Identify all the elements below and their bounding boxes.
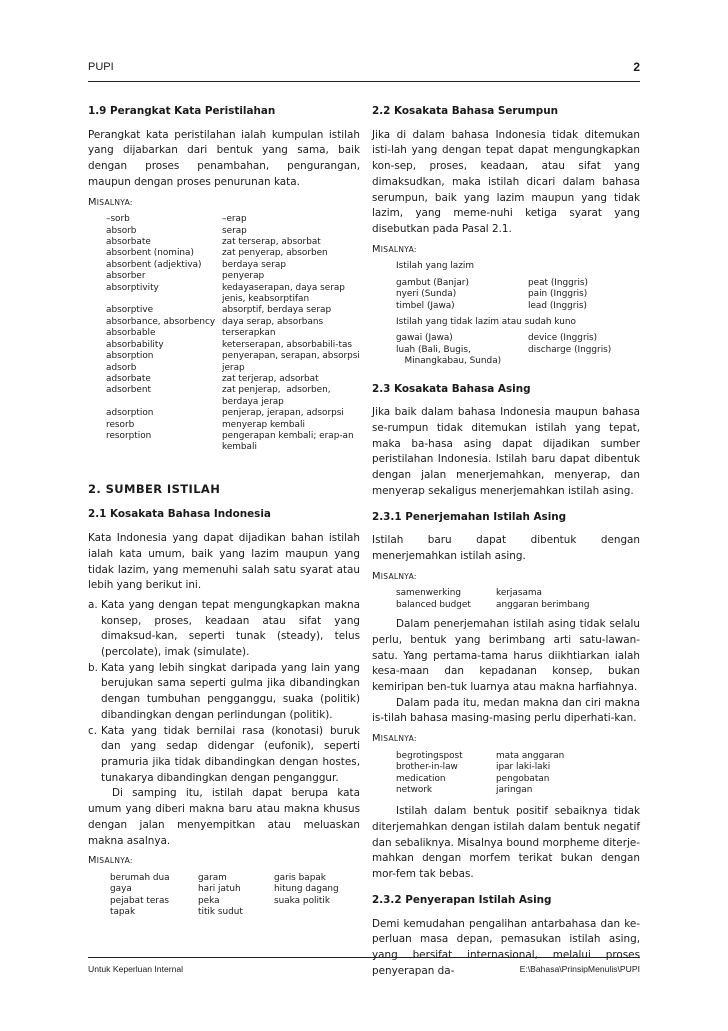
table-cell: anggaran berimbang	[496, 599, 590, 610]
section-2-3-text: Jika baik dalam bahasa Indonesia maupun bahasa se-rumpun tidak ditemukan istilah yang tepat, maka ba-hasa asing dapat dijadikan sumber peristilahan Indonesia. Istilah baru dapat dibentuk dengan jalan menerjemahkan, menyerap, dan menyerap sekaligus menerjemahkan istilah asing.	[372, 406, 640, 497]
table-row	[106, 248, 360, 259]
table-cell: timbel (Jawa)	[396, 300, 455, 311]
table-cell: serap	[222, 225, 247, 236]
misalnya-label: MISALNYA:	[372, 570, 417, 582]
section-1-9-text: Perangkat kata peristilahan ialah kumpulan istilah yang dijabarkan dari bentuk yang sama, baik dengan proses penambahan, pengurangan, maupun dengan proses penurunan kata.	[88, 128, 360, 188]
table-cell: kerjasama	[496, 588, 542, 599]
semantic-field-table	[396, 751, 626, 797]
criteria-list	[88, 598, 360, 786]
table-row	[106, 351, 360, 362]
table-row	[106, 408, 360, 419]
table-cell: absorbable	[106, 328, 156, 339]
list-marker: c.	[88, 724, 98, 737]
table-cell: gawai (Jawa)	[396, 333, 453, 344]
table-row	[106, 363, 360, 374]
section-2-2-heading: 2.2 Kosakata Bahasa Serumpun	[372, 105, 559, 117]
section-2-2-text: Jika di dalam bahasa Indonesia tidak ditemukan isti-lah yang dengan tepat dapat mengungkapkan kon-sep, proses, keadaan, atau sifat yang dimaksudkan, maka istilah dicari dalam bahasa serumpun, baik yang lazim maupun yang tidak lazim, yang meme-nuhi ketiga syarat yang disebutkan pada Pasal 2.1.	[372, 128, 640, 235]
table-cell: absorbance, absorbency	[106, 316, 216, 327]
table-cell: zat terserap, absorbat	[222, 237, 321, 248]
table-row	[106, 317, 360, 328]
list-marker: a.	[88, 598, 98, 611]
table-cell: –sorb	[106, 214, 130, 225]
right-column	[372, 104, 640, 979]
table-row	[396, 278, 632, 289]
list-item	[88, 724, 360, 787]
table-cell: pengobatan	[496, 773, 550, 784]
table-cell: absorption	[106, 351, 154, 362]
table-row	[106, 340, 360, 351]
page-header	[88, 61, 640, 77]
table-cell: absorbent (nomina)	[106, 248, 194, 259]
table-cell: penjerap, jerapan, adsorpsi	[222, 408, 344, 419]
table-cell: mata anggaran	[496, 750, 565, 761]
table-cell: gaya	[110, 884, 132, 895]
table-row	[106, 283, 360, 306]
table-row	[396, 301, 632, 312]
table-cell: tapak	[110, 907, 136, 918]
misalnya-label: MISALNYA:	[372, 733, 417, 745]
table-row	[396, 356, 632, 367]
table-cell: adsorption	[106, 408, 154, 419]
section-2-heading: 2. SUMBER ISTILAH	[88, 481, 221, 496]
list-item-text: Kata yang lebih singkat daripada yang lain yang berujukan sama seperti gulma jika dibandingkan dengan tumbuhan pengganggu, suaka (politik) dibandingkan dengan perlindungan (politik).	[101, 661, 360, 721]
table-row	[110, 907, 350, 918]
table-row	[396, 289, 632, 300]
table-cell: zat penyerap, absorben	[222, 248, 328, 259]
table-row	[106, 260, 360, 271]
table-row	[110, 896, 350, 907]
table-cell: menyerap kembali	[222, 419, 305, 430]
table-cell: adsorb	[106, 362, 137, 373]
section-2-3-heading: 2.3 Kosakata Bahasa Asing	[372, 382, 531, 395]
section-2-3-1-para3: Dalam pada itu, medan makna dan ciri makna is-tilah bahasa masing-masing perlu diperhati-kan.	[372, 696, 640, 725]
table-cell: peka	[198, 895, 220, 906]
table-cell: keterserapan, absorbabili-tas	[222, 339, 353, 350]
table-row	[106, 374, 360, 385]
list-item-text: Kata yang dengan tepat mengungkapkan makna konsep, proses, keadaan atau sifat yang dimaksud-kan, seperti tunak (steady), telus (percolate), imak (simulate).	[101, 598, 360, 659]
header-title: PUPI	[88, 61, 114, 73]
table-row	[396, 785, 626, 796]
misalnya-label: MISALNYA:	[88, 196, 133, 208]
misalnya-label: MISALNYA:	[372, 243, 417, 255]
table-row	[396, 588, 626, 599]
table-cell: Minangkabau, Sunda)	[396, 356, 502, 367]
footer-path: E:\Bahasa\PrinsipMenulis\PUPI	[519, 964, 640, 974]
table-cell: pengerapan kembali; erap-an kembali	[222, 430, 357, 453]
table-cell: garam	[198, 872, 227, 883]
footer-rule	[88, 957, 640, 958]
table-cell: daya serap, absorbans	[222, 316, 324, 327]
table-cell: garis bapak	[274, 872, 326, 883]
list-item	[88, 598, 360, 661]
archaic-term-label: Istilah yang tidak lazim atau sudah kuno	[396, 316, 576, 327]
table-cell: absorber	[106, 271, 146, 282]
table-row	[106, 420, 360, 431]
list-item-text: Kata yang tidak bernilai rasa (konotasi) buruk dan yang sedap didengar (eufonik), seperti pramuria jika tidak dibandingkan dengan hostes, tunakarya dibandingkan dengan penganggur.	[101, 724, 360, 784]
table-cell: absorbate	[106, 237, 151, 248]
table-row	[106, 237, 360, 248]
table-row	[396, 774, 626, 785]
table-cell: absorb	[106, 225, 137, 236]
table-cell: terserapkan	[222, 328, 276, 339]
table-cell	[274, 907, 350, 918]
table-cell: hari jatuh	[198, 884, 241, 895]
list-item	[88, 661, 360, 724]
table-cell: luah (Bali, Bugis,	[396, 344, 471, 355]
section-2-1-para2: Di samping itu, istilah dapat berupa kata umum yang diberi makna baru atau makna khusus dengan jalan menyempitkan atau meluaskan makna asalnya.	[88, 787, 360, 847]
page-number: 2	[633, 60, 640, 74]
table-cell	[528, 356, 632, 367]
table-cell: device (Inggris)	[528, 333, 598, 344]
table-cell: pejabat teras	[110, 895, 170, 906]
table-cell: adsorbent	[106, 385, 151, 396]
table-cell: penyerapan, serapan, absorpsi	[222, 351, 360, 362]
table-cell: discharge (Inggris)	[528, 344, 612, 355]
table-row	[396, 751, 626, 762]
list-marker: b.	[88, 661, 98, 674]
translation-example-table	[396, 588, 626, 611]
misalnya-label: MISALNYA:	[88, 855, 133, 867]
table-cell: balanced budget	[396, 599, 471, 610]
table-cell: nyeri (Sunda)	[396, 289, 457, 300]
table-cell: kedayaserapan, daya serap jenis, keabsorptifan	[222, 282, 348, 305]
section-2-3-1-para4: Istilah dalam bentuk positif sebaiknya tidak diterjemahkan dengan istilah dalam bentuk negatif dan sebaliknya. Misalnya bound morpheme diterje-mahkan dengan morfem terikat bukan dengan mor-fem tak bebas.	[372, 805, 640, 881]
common-term-table	[396, 278, 632, 312]
table-cell: titik sudut	[198, 907, 243, 918]
section-2-1-text: Kata Indonesia yang dapat dijadikan bahan istilah ialah kata umum, baik yang lazim maupun yang tidak lazim, yang memenuhi salah satu syarat atau lebih yang berikut ini.	[88, 532, 360, 592]
table-row	[106, 214, 360, 225]
page-footer	[88, 964, 640, 974]
table-cell: absorbability	[106, 339, 164, 350]
table-cell: gambut (Banjar)	[396, 277, 469, 288]
general-word-table	[110, 873, 350, 919]
table-cell: pain (Inggris)	[528, 289, 588, 300]
table-row	[106, 385, 360, 408]
table-cell: absorbent (adjektiva)	[106, 259, 202, 270]
table-cell: ipar laki-laki	[496, 762, 551, 773]
footer-left: Untuk Keperluan Internal	[88, 964, 184, 974]
table-cell: berumah dua	[110, 872, 170, 883]
table-cell: absorptive	[106, 305, 154, 316]
section-1-9-heading: 1.9 Perangkat Kata Peristilahan	[88, 105, 276, 117]
table-cell: resorb	[106, 419, 135, 430]
table-cell: samenwerking	[396, 588, 462, 599]
section-2-3-1-text: Istilah baru dapat dibentuk dengan menerjemahkan istilah asing.	[372, 534, 640, 562]
table-cell: penyerap	[222, 271, 265, 282]
table-cell: lead (Inggris)	[528, 300, 587, 311]
table-cell: –erap	[222, 214, 247, 225]
section-2-3-1-heading: 2.3.1 Penerjemahan Istilah Asing	[372, 510, 567, 523]
table-cell: suaka politik	[274, 895, 331, 906]
table-row	[110, 873, 350, 884]
table-row	[106, 271, 360, 282]
table-row	[396, 600, 626, 611]
table-row	[106, 328, 360, 339]
table-cell: absorptif, berdaya serap	[222, 305, 332, 316]
left-column	[88, 104, 360, 919]
table-row	[396, 345, 632, 356]
table-row	[110, 884, 350, 895]
header-rule	[88, 81, 640, 82]
table-cell: jerap	[222, 362, 245, 373]
table-cell: medication	[396, 773, 446, 784]
table-cell: hitung dagang	[274, 884, 339, 895]
table-row	[396, 762, 626, 773]
table-cell: adsorbate	[106, 373, 151, 384]
table-row	[106, 431, 360, 454]
section-2-3-2-text: Demi kemudahan pengalihan antarbahasa dan ke-perluan masa depan, pemasukan istilah asing, yang bersifat internasional, melalui proses penyerapan da-	[372, 917, 640, 977]
table-cell: absorptivity	[106, 282, 159, 293]
section-2-1-heading: 2.1 Kosakata Bahasa Indonesia	[88, 508, 271, 521]
table-cell: brother-in-law	[396, 762, 458, 773]
common-term-label: Istilah yang lazim	[396, 261, 474, 272]
table-cell: begrotingspost	[396, 750, 463, 761]
table-cell: peat (Inggris)	[528, 277, 589, 288]
section-2-3-1-para2: Dalam penerjemahan istilah asing tidak selalu perlu, bentuk yang berimbang arti satu-lawan-satu. Yang pertama-tama harus diikhtiarkan ialah kesa-maan dan kepadanan konsep, bukan kemiripan ben-tuk luarnya atau makna harfiahnya.	[372, 618, 640, 693]
table-cell: zat terjerap, adsorbat	[222, 373, 319, 384]
archaic-term-table	[396, 333, 632, 367]
table-cell: network	[396, 784, 433, 795]
table-cell: berdaya serap	[222, 259, 286, 270]
table-cell: jaringan	[496, 784, 533, 795]
table-row	[396, 333, 632, 344]
table-cell: zat penjerap, adsorben, berdaya jerap	[222, 385, 334, 407]
absorb-term-table	[106, 214, 360, 454]
section-2-3-2-heading: 2.3.2 Penyerapan Istilah Asing	[372, 893, 552, 906]
table-cell: resorption	[106, 430, 152, 441]
table-row	[106, 305, 360, 316]
table-row	[106, 226, 360, 237]
